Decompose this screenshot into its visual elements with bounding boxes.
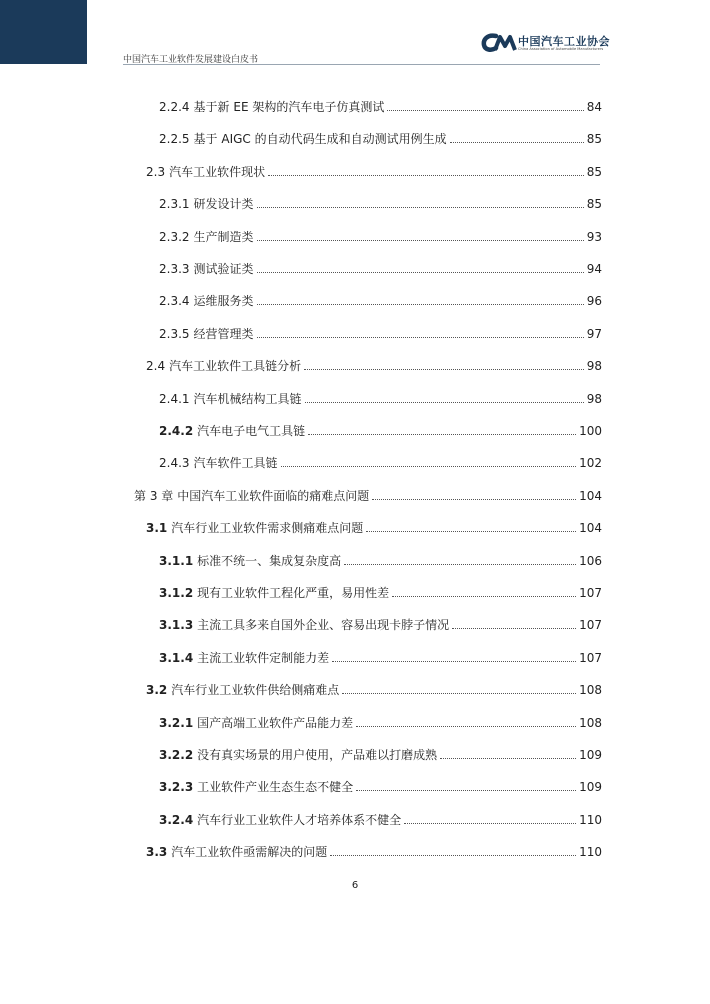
toc-entry-page: 85 [586,197,602,211]
toc-leader-dots [404,823,576,824]
toc-leader-dots [305,402,584,403]
toc-entry-label: 工业软件产业生态生态不健全 [197,780,354,794]
toc-entry-label: 主流工业软件定制能力差 [197,651,330,665]
toc-entry-label: 汽车工业软件现状 [169,165,266,179]
toc-entry-label: 现有工业软件工程化严重，易用性差 [197,586,390,600]
toc-entry-label: 国产高端工业软件产品能力差 [197,716,354,730]
toc-entry[interactable] [159,95,602,115]
logo-title-cn: 中国汽车工业协会 [518,35,610,48]
toc-entry[interactable] [146,160,602,180]
toc-entry-label: 生产制造类 [193,230,254,244]
toc-entry-page: 84 [586,100,602,114]
toc-leader-dots [372,499,576,500]
toc-entry-page: 100 [579,424,602,438]
toc-leader-dots [257,240,584,241]
toc-entry-number: 3.2.1 [159,716,194,730]
toc-entry-label: 基于新 EE 架构的汽车电子仿真测试 [193,100,385,114]
toc-leader-dots [257,304,584,305]
toc-entry[interactable] [159,419,602,439]
toc-entry-number: 2.4.2 [159,424,194,438]
toc-entry-page: 108 [579,716,602,730]
header-title: 中国汽车工业软件发展建设白皮书 [123,55,259,65]
toc-entry-label: 没有真实场景的用户使用，产品难以打磨成熟 [197,748,438,762]
toc-entry[interactable] [159,127,602,147]
toc-entry-label: 主流工具多来自国外企业、容易出现卡脖子情况 [197,618,450,632]
toc-entry-page: 109 [579,748,602,762]
toc-entry[interactable] [159,646,602,666]
toc-entry-page: 109 [579,780,602,794]
toc-entry-label: 汽车机械结构工具链 [193,392,302,406]
toc-leader-dots [356,790,576,791]
toc-entry-label: 汽车行业工业软件供给侧痛难点 [171,683,340,697]
toc-entry-label: 中国汽车工业软件面临的痛难点问题 [177,489,370,503]
toc-entry-page: 93 [586,230,602,244]
toc-entry-number: 2.3 [146,165,166,179]
toc-entry[interactable] [159,322,602,342]
page-number: 6 [351,880,359,891]
toc-entry[interactable] [146,354,602,374]
toc-entry[interactable] [159,581,602,601]
toc-entry-label: 汽车工业软件亟需解决的问题 [171,845,328,859]
toc-entry-page: 98 [586,359,602,373]
toc-entry[interactable] [159,225,602,245]
toc-entry-label: 研发设计类 [193,197,254,211]
toc-entry-page: 107 [579,651,602,665]
toc-entry-label: 汽车电子电气工具链 [197,424,306,438]
toc-entry[interactable] [159,192,602,212]
toc-entry[interactable] [159,549,602,569]
toc-entry-page: 102 [579,456,602,470]
toc-entry[interactable] [159,808,602,828]
toc-entry-number: 3.2.4 [159,813,194,827]
toc-entry-number: 2.3.3 [159,262,190,276]
toc-leader-dots [257,337,584,338]
toc-entry-page: 108 [579,683,602,697]
toc-leader-dots [452,628,576,629]
toc-leader-dots [450,142,584,143]
toc-entry-page: 107 [579,586,602,600]
toc-leader-dots [392,596,576,597]
toc-leader-dots [304,369,584,370]
toc-entry-page: 106 [579,554,602,568]
toc-entry-label: 汽车工业软件工具链分析 [169,359,302,373]
toc-entry-number: 2.3.1 [159,197,190,211]
toc-entry-page: 85 [586,132,602,146]
toc-entry-page: 96 [586,294,602,308]
toc-entry[interactable] [134,484,602,504]
toc-entry[interactable] [159,289,602,309]
toc-entry-number: 3.1.1 [159,554,194,568]
toc-leader-dots [332,661,576,662]
toc-entry-number: 2.3.5 [159,327,190,341]
toc-entry-number: 3.1 [146,521,168,535]
toc-leader-dots [440,758,576,759]
toc-entry-number: 3.3 [146,845,168,859]
toc-entry-number: 3.1.2 [159,586,194,600]
toc-leader-dots [356,726,576,727]
toc-leader-dots [387,110,583,111]
toc-entry[interactable] [146,678,602,698]
toc-entry-label: 汽车软件工具链 [193,456,278,470]
toc-entry-number: 3.2.2 [159,748,194,762]
toc-entry-page: 98 [586,392,602,406]
toc-leader-dots [257,272,584,273]
toc-entry[interactable] [146,516,602,536]
toc-entry-page: 104 [579,521,602,535]
toc-entry-page: 94 [586,262,602,276]
toc-entry-number: 2.4.3 [159,456,190,470]
toc-entry-number: 3.1.3 [159,618,194,632]
toc-entry[interactable] [146,840,602,860]
toc-entry-label: 运维服务类 [193,294,254,308]
toc-entry-page: 104 [579,489,602,503]
toc-entry[interactable] [159,387,602,407]
toc-leader-dots [342,693,576,694]
toc-leader-dots [268,175,584,176]
toc-entry-label: 汽车行业工业软件需求侧痛难点问题 [171,521,364,535]
toc-entry-page: 107 [579,618,602,632]
toc-leader-dots [366,531,576,532]
toc-entry-number: 2.4.1 [159,392,190,406]
toc-entry[interactable] [159,711,602,731]
toc-entry-number: 2.3.4 [159,294,190,308]
toc-entry-page: 110 [579,813,602,827]
toc-entry-number: 2.4 [146,359,166,373]
toc-entry-label: 基于 AIGC 的自动代码生成和自动测试用例生成 [193,132,447,146]
toc-entry-number: 第 3 章 [134,489,174,503]
toc-entry-number: 2.3.2 [159,230,190,244]
toc-entry[interactable] [159,451,602,471]
toc-entry-page: 110 [579,845,602,859]
toc-entry-page: 85 [586,165,602,179]
toc-leader-dots [330,855,576,856]
toc-entry-page: 97 [586,327,602,341]
toc-entry-number: 2.2.5 [159,132,190,146]
logo-title-en: China Association of Automobile Manufacturers [518,47,604,51]
toc-leader-dots [281,466,577,467]
toc-entry-number: 2.2.4 [159,100,190,114]
toc-leader-dots [257,207,584,208]
toc-entry-label: 汽车行业工业软件人才培养体系不健全 [197,813,402,827]
toc-entry-label: 测试验证类 [193,262,254,276]
toc-entry[interactable] [159,257,602,277]
toc-entry-label: 标准不统一、集成复杂度高 [197,554,342,568]
toc-leader-dots [308,434,576,435]
toc-entry-number: 3.1.4 [159,651,194,665]
toc-entry-label: 经营管理类 [193,327,254,341]
toc-leader-dots [344,564,576,565]
toc-entry[interactable] [159,613,602,633]
toc-entry-number: 3.2 [146,683,168,697]
toc-entry[interactable] [159,775,602,795]
toc-entry-number: 3.2.3 [159,780,194,794]
toc-entry[interactable] [159,743,602,763]
